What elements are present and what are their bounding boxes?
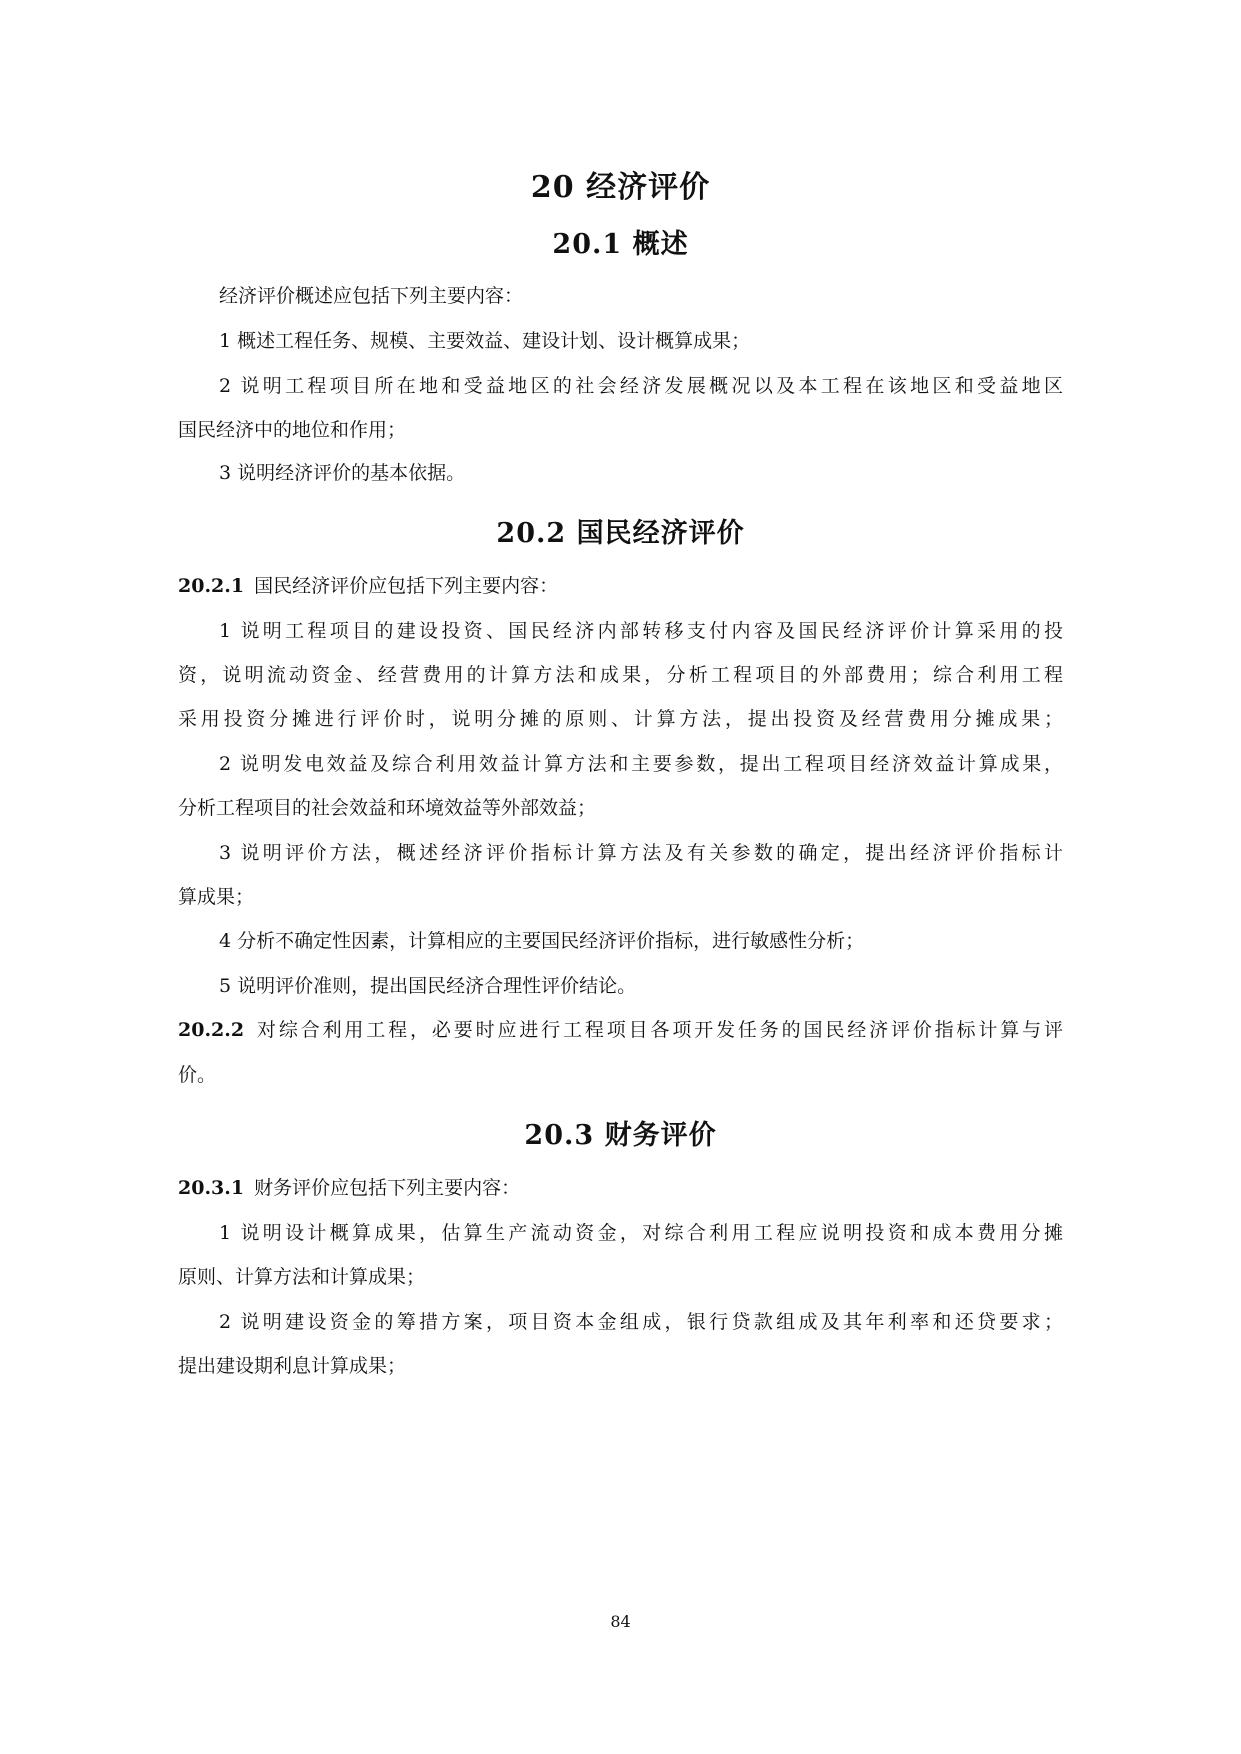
paragraph-line: 2 说明发电效益及综合利用效益计算方法和主要参数，提出工程项目经济效益计算成果， [219,753,1063,775]
chapter-title: 20 经济评价 [530,170,711,205]
clause-number: 20.2.2 [178,1019,245,1041]
clause-number: 20.2.1 [178,575,245,597]
clause-line-20-3-1 [178,1176,1063,1200]
paragraph-line: 4 分析不确定性因素，计算相应的主要国民经济评价指标，进行敏感性分析； [219,930,865,952]
clause-number: 20.3.1 [178,1177,245,1199]
paragraph-line: 采用投资分摊进行评价时，说明分摊的原则、计算方法，提出投资及经营费用分摊成果； [178,708,1063,730]
paragraph-line: 1 说明设计概算成果，估算生产流动资金，对综合利用工程应说明投资和成本费用分摊 [219,1222,1063,1244]
clause-text: 对综合利用工程，必要时应进行工程项目各项开发任务的国民经济评价指标计算与评 [254,1019,1063,1041]
section-title-20-1: 20.1 概述 [552,229,689,260]
paragraph-line: 资，说明流动资金、经营费用的计算方法和成果，分析工程项目的外部费用；综合利用工程 [178,664,1063,686]
paragraph-line: 2 说明建设资金的筹措方案，项目资本金组成，银行贷款组成及其年利率和还贷要求； [219,1311,1063,1333]
paragraph-line: 5 说明评价准则，提出国民经济合理性评价结论。 [219,975,637,997]
paragraph-line: 价。 [178,1064,217,1086]
paragraph-line: 1 说明工程项目的建设投资、国民经济内部转移支付内容及国民经济评价计算采用的投 [219,620,1063,642]
paragraph-line: 3 说明经济评价的基本依据。 [219,462,466,484]
clause-text: 国民经济评价应包括下列主要内容： [254,575,559,597]
paragraph-line: 算成果； [178,886,255,908]
section-title-20-2: 20.2 国民经济评价 [496,518,745,549]
page-number: 84 [610,1612,631,1631]
paragraph-line: 提出建设期利息计算成果； [178,1355,407,1377]
paragraph-line: 2 说明工程项目所在地和受益地区的社会经济发展概况以及本工程在该地区和受益地区 [219,375,1063,397]
paragraph-line: 经济评价概述应包括下列主要内容： [219,285,524,307]
clause-line-20-2-2 [178,1018,1063,1042]
paragraph-line: 分析工程项目的社会效益和环境效益等外部效益； [178,797,597,819]
paragraph-line: 原则、计算方法和计算成果； [178,1266,426,1288]
paragraph-line: 国民经济中的地位和作用； [178,419,407,441]
clause-text: 财务评价应包括下列主要内容： [254,1177,521,1199]
clause-line-20-2-1 [178,574,1063,598]
paragraph-line: 3 说明评价方法，概述经济评价指标计算方法及有关参数的确定，提出经济评价指标计 [219,842,1063,864]
paragraph-line: 1 概述工程任务、规模、主要效益、建设计划、设计概算成果； [219,330,751,352]
section-title-20-3: 20.3 财务评价 [524,1120,717,1151]
